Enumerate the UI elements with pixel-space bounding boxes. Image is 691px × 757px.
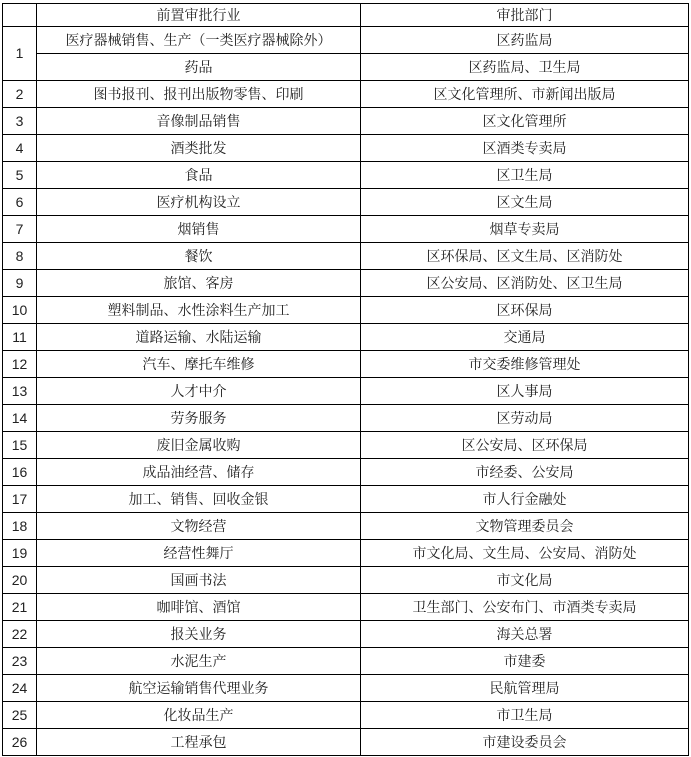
table-row — [3, 351, 689, 378]
row-number-cell: 6 — [3, 189, 37, 216]
table-row — [3, 54, 689, 81]
table-row — [3, 216, 689, 243]
department-cell: 民航管理局 — [361, 675, 689, 702]
department-cell: 海关总署 — [361, 621, 689, 648]
industry-cell: 餐饮 — [37, 243, 361, 270]
row-number-cell: 12 — [3, 351, 37, 378]
row-number-cell: 23 — [3, 648, 37, 675]
industry-cell: 图书报刊、报刊出版物零售、印刷 — [37, 81, 361, 108]
industry-cell: 水泥生产 — [37, 648, 361, 675]
table-row — [3, 648, 689, 675]
department-cell: 区环保局 — [361, 297, 689, 324]
table-row — [3, 513, 689, 540]
row-number-cell: 10 — [3, 297, 37, 324]
table-row — [3, 675, 689, 702]
department-cell: 区酒类专卖局 — [361, 135, 689, 162]
department-cell: 区文生局 — [361, 189, 689, 216]
industry-cell: 咖啡馆、酒馆 — [37, 594, 361, 621]
column-header-industry: 前置审批行业 — [37, 4, 361, 27]
row-number-cell: 20 — [3, 567, 37, 594]
department-cell: 区公安局、区消防处、区卫生局 — [361, 270, 689, 297]
department-cell: 烟草专卖局 — [361, 216, 689, 243]
row-number-cell: 2 — [3, 81, 37, 108]
department-cell: 区药监局 — [361, 27, 689, 54]
table-row — [3, 405, 689, 432]
table-row — [3, 567, 689, 594]
header-row — [3, 4, 689, 27]
industry-cell: 药品 — [37, 54, 361, 81]
industry-cell: 烟销售 — [37, 216, 361, 243]
row-number-cell: 13 — [3, 378, 37, 405]
department-cell: 区文化管理所、市新闻出版局 — [361, 81, 689, 108]
department-cell: 区劳动局 — [361, 405, 689, 432]
department-cell: 市文化局 — [361, 567, 689, 594]
row-number-cell: 16 — [3, 459, 37, 486]
industry-cell: 航空运输销售代理业务 — [37, 675, 361, 702]
table-row — [3, 324, 689, 351]
department-cell: 市经委、公安局 — [361, 459, 689, 486]
row-number-cell: 26 — [3, 729, 37, 756]
row-number-cell: 22 — [3, 621, 37, 648]
row-number-cell: 25 — [3, 702, 37, 729]
table-header — [3, 4, 689, 27]
industry-cell: 文物经营 — [37, 513, 361, 540]
row-number-cell: 4 — [3, 135, 37, 162]
department-cell: 文物管理委员会 — [361, 513, 689, 540]
department-cell: 区药监局、卫生局 — [361, 54, 689, 81]
row-number-cell: 15 — [3, 432, 37, 459]
table-row — [3, 270, 689, 297]
industry-cell: 旅馆、客房 — [37, 270, 361, 297]
industry-cell: 经营性舞厅 — [37, 540, 361, 567]
department-cell: 市卫生局 — [361, 702, 689, 729]
table-row — [3, 81, 689, 108]
department-cell: 区人事局 — [361, 378, 689, 405]
industry-cell: 医疗器械销售、生产（一类医疗器械除外） — [37, 27, 361, 54]
table-row — [3, 108, 689, 135]
industry-cell: 化妆品生产 — [37, 702, 361, 729]
row-number-cell: 8 — [3, 243, 37, 270]
industry-cell: 劳务服务 — [37, 405, 361, 432]
department-cell: 卫生部门、公安布门、市酒类专卖局 — [361, 594, 689, 621]
industry-cell: 成品油经营、储存 — [37, 459, 361, 486]
industry-cell: 道路运输、水陆运输 — [37, 324, 361, 351]
industry-cell: 汽车、摩托车维修 — [37, 351, 361, 378]
row-number-cell: 14 — [3, 405, 37, 432]
column-header-row-number — [3, 4, 37, 27]
department-cell: 市文化局、文生局、公安局、消防处 — [361, 540, 689, 567]
industry-cell: 废旧金属收购 — [37, 432, 361, 459]
row-number-cell: 3 — [3, 108, 37, 135]
industry-cell: 工程承包 — [37, 729, 361, 756]
industry-cell: 食品 — [37, 162, 361, 189]
table-row — [3, 135, 689, 162]
department-cell: 市建设委员会 — [361, 729, 689, 756]
row-number-cell: 1 — [3, 27, 37, 81]
department-cell: 区公安局、区环保局 — [361, 432, 689, 459]
column-header-department: 审批部门 — [361, 4, 689, 27]
table-row — [3, 621, 689, 648]
row-number-cell: 7 — [3, 216, 37, 243]
department-cell: 区卫生局 — [361, 162, 689, 189]
table-row — [3, 729, 689, 756]
table-row — [3, 243, 689, 270]
table-row — [3, 594, 689, 621]
table-row — [3, 486, 689, 513]
industry-cell: 加工、销售、回收金银 — [37, 486, 361, 513]
industry-cell: 酒类批发 — [37, 135, 361, 162]
row-number-cell: 11 — [3, 324, 37, 351]
industry-cell: 塑料制品、水性涂料生产加工 — [37, 297, 361, 324]
row-number-cell: 9 — [3, 270, 37, 297]
row-number-cell: 5 — [3, 162, 37, 189]
table-row — [3, 297, 689, 324]
department-cell: 市人行金融处 — [361, 486, 689, 513]
industry-cell: 人才中介 — [37, 378, 361, 405]
table-row — [3, 540, 689, 567]
industry-cell: 国画书法 — [37, 567, 361, 594]
department-cell: 区环保局、区文生局、区消防处 — [361, 243, 689, 270]
row-number-cell: 17 — [3, 486, 37, 513]
table-row — [3, 189, 689, 216]
row-number-cell: 18 — [3, 513, 37, 540]
department-cell: 市交委维修管理处 — [361, 351, 689, 378]
industry-cell: 报关业务 — [37, 621, 361, 648]
industry-cell: 音像制品销售 — [37, 108, 361, 135]
table-row — [3, 459, 689, 486]
department-cell: 区文化管理所 — [361, 108, 689, 135]
department-cell: 市建委 — [361, 648, 689, 675]
table-row — [3, 702, 689, 729]
table-row — [3, 432, 689, 459]
table-row — [3, 378, 689, 405]
table-row — [3, 27, 689, 54]
department-cell: 交通局 — [361, 324, 689, 351]
pre-approval-industries-table — [2, 3, 689, 756]
row-number-cell: 21 — [3, 594, 37, 621]
table-row — [3, 162, 689, 189]
industry-cell: 医疗机构设立 — [37, 189, 361, 216]
row-number-cell: 19 — [3, 540, 37, 567]
row-number-cell: 24 — [3, 675, 37, 702]
table-body — [3, 27, 689, 756]
